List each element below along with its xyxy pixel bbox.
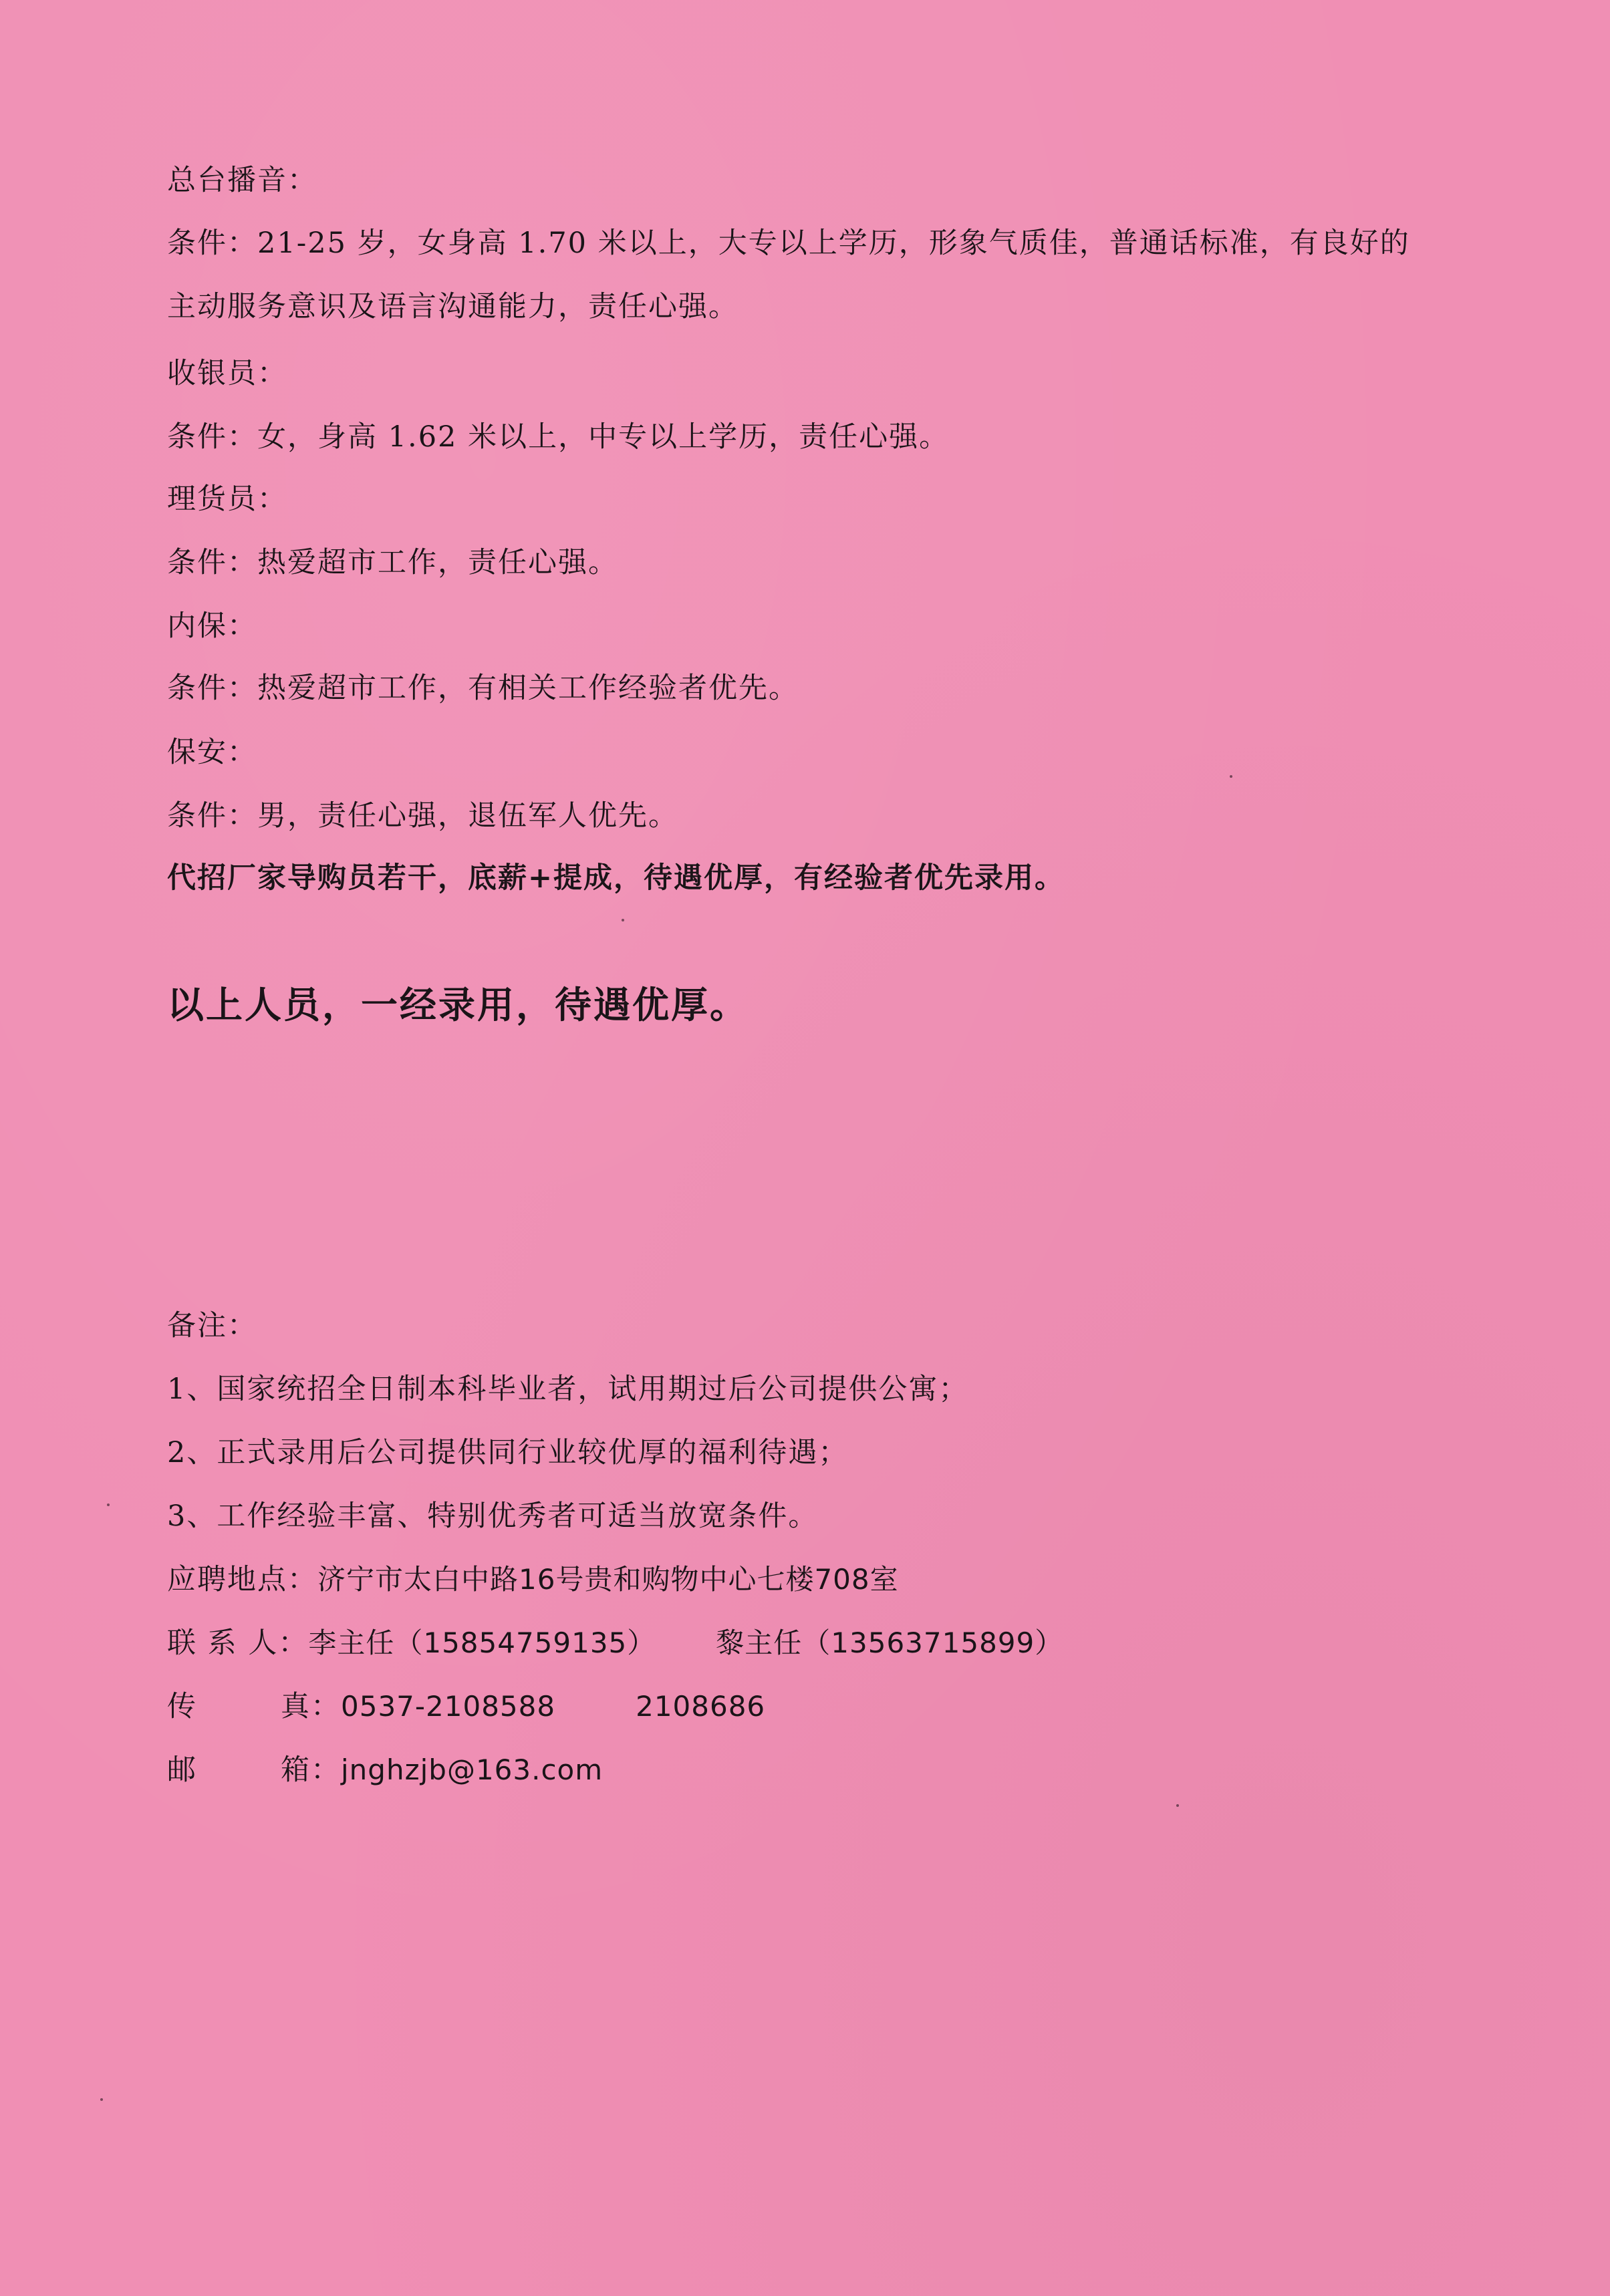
paper-speck xyxy=(1176,1804,1179,1807)
fax-number-1: 0537-2108588 xyxy=(341,1690,556,1723)
email-label-part-2: 箱： xyxy=(281,1753,341,1787)
paper-speck xyxy=(107,1503,110,1506)
email-label-part-1: 邮 xyxy=(167,1753,197,1787)
paper-speck xyxy=(622,919,624,921)
paper-speck xyxy=(100,2098,103,2101)
remark-item-3: 3、工作经验丰富、特别优秀者可适当放宽条件。 xyxy=(167,1499,819,1533)
security-guard-conditions: 条件：男，责任心强，退伍军人优先。 xyxy=(167,799,678,833)
position-title-security-guard: 保安： xyxy=(167,736,257,769)
contact-person-1: 李主任（15854759135） xyxy=(308,1626,656,1659)
fax-number-2: 2108686 xyxy=(636,1690,766,1723)
announcer-conditions-line-1: 条件：21-25 岁，女身高 1.70 米以上，大专以上学历，形象气质佳，普通话标准，有良好的 xyxy=(167,227,1410,260)
fax-label-part-2: 真： xyxy=(281,1690,341,1723)
email-address: jnghzjb@163.com xyxy=(341,1753,603,1786)
remark-item-2: 2、正式录用后公司提供同行业较优厚的福利待遇； xyxy=(167,1436,849,1469)
position-title-cashier: 收银员： xyxy=(167,357,287,390)
contact-person-2: 黎主任（13563715899） xyxy=(716,1626,1064,1659)
fax-label-part-1: 传 xyxy=(167,1690,197,1723)
announcer-conditions-line-2: 主动服务意识及语言沟通能力，责任心强。 xyxy=(167,290,739,323)
position-title-stock-clerk: 理货员： xyxy=(167,482,287,516)
position-title-announcer: 总台播音： xyxy=(167,164,317,197)
address-row xyxy=(167,1557,899,1598)
summary-statement: 以上人员，一经录用，待遇优厚。 xyxy=(167,983,749,1026)
address-value: 济宁市太白中路16号贵和购物中心七楼708室 xyxy=(317,1563,899,1596)
position-title-internal-security: 内保： xyxy=(167,609,257,643)
address-label: 应聘地点： xyxy=(167,1563,317,1596)
email-row xyxy=(167,1747,603,1788)
remark-item-1: 1、国家统招全日制本科毕业者，试用期过后公司提供公寓； xyxy=(167,1373,969,1406)
paper-speck xyxy=(1230,775,1232,778)
remarks-title: 备注： xyxy=(167,1309,257,1342)
stock-clerk-conditions: 条件：热爱超市工作，责任心强。 xyxy=(167,546,618,579)
fax-row xyxy=(167,1684,765,1725)
contact-person-label: 联 系 人： xyxy=(167,1626,309,1660)
contact-person-row xyxy=(167,1620,1063,1661)
agent-recruitment-note: 代招厂家导购员若干，底薪+提成，待遇优厚，有经验者优先录用。 xyxy=(167,861,1065,895)
cashier-conditions: 条件：女，身高 1.62 米以上，中专以上学历，责任心强。 xyxy=(167,420,950,454)
internal-security-conditions: 条件：热爱超市工作，有相关工作经验者优先。 xyxy=(167,672,799,705)
